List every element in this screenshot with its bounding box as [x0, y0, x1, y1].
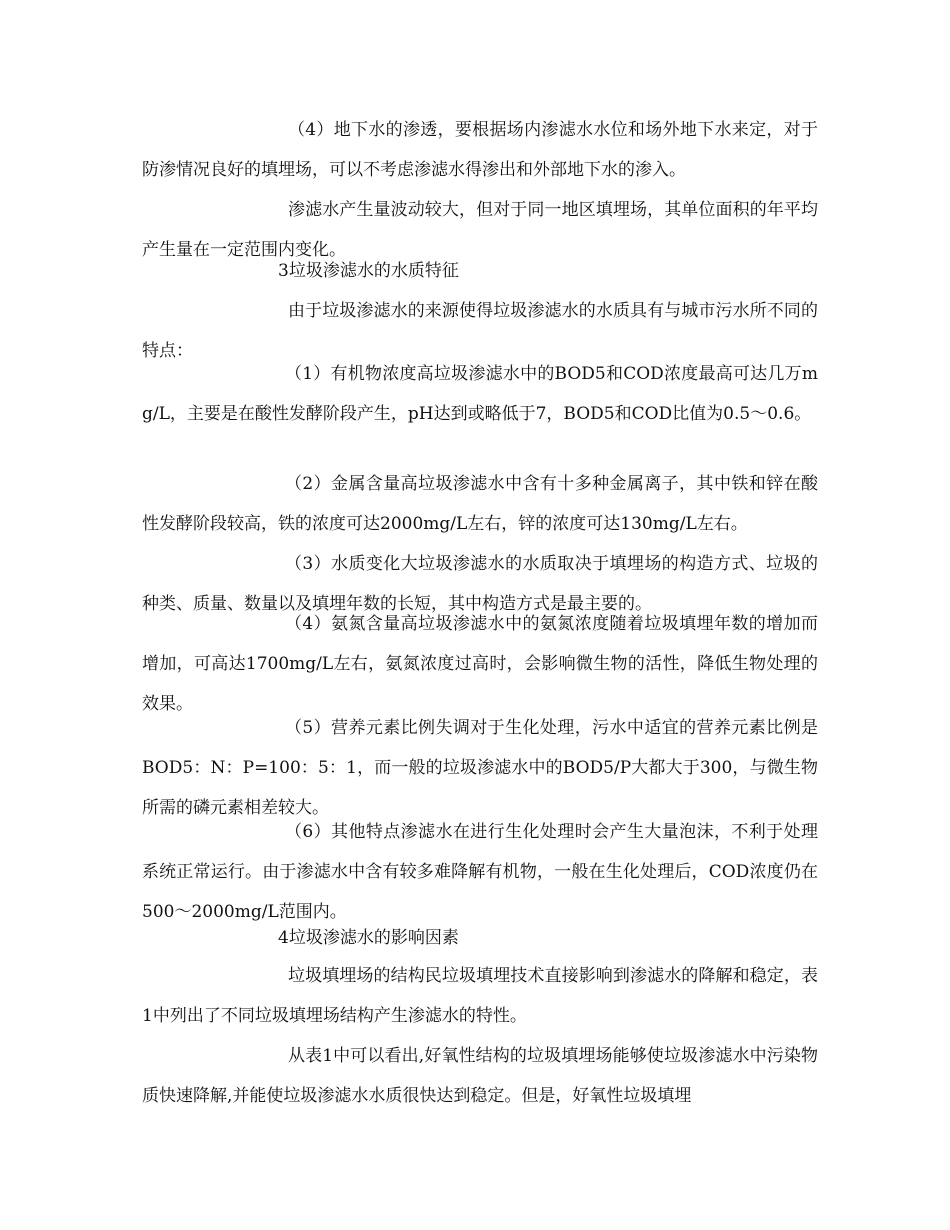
paragraph-nutrient-ratio: （5）营养元素比例失调对于生化处理，污水中适宜的营养元素比例是BOD5：N：P=100：5：1，而一般的垃圾渗滤水中的BOD5/P大都大于300，与微生物所需的磷元素相差较大。	[142, 718, 818, 818]
paragraph-ammonia-content: （4）氨氮含量高垃圾渗滤水中的氨氮浓度随着垃圾填埋年数的增加而增加，可高达1700mg/L左右，氨氮浓度过高时，会影响微生物的活性，降低生物处理的效果。	[142, 614, 818, 714]
paragraph-other-features: （6）其他特点渗滤水在进行生化处理时会产生大量泡沫，不利于处理系统正常运行。由于渗滤水中含有较多难降解有机物，一般在生化处理后，COD浓度仍在500～2000mg/L范围内。	[142, 822, 818, 922]
paragraph-quality-intro: 由于垃圾渗滤水的来源使得垃圾渗滤水的水质具有与城市污水所不同的特点：	[142, 301, 818, 361]
paragraph-quality-variation: （3）水质变化大垃圾渗滤水的水质取决于填埋场的构造方式、垃圾的种类、质量、数量以及填埋年数的长短，其中构造方式是最主要的。	[142, 554, 818, 614]
paragraph-leachate-volume: 渗滤水产生量波动较大，但对于同一地区填埋场，其单位面积的年平均产生量在一定范围内变化。	[142, 200, 818, 260]
paragraph-aerobic-structure: 从表1中可以看出,好氧性结构的垃圾填埋场能够使垃圾渗滤水中污染物质快速降解,并能使垃圾渗滤水水质很快达到稳定。但是，好氧性垃圾填埋	[142, 1046, 818, 1106]
paragraph-landfill-structure: 垃圾填埋场的结构民垃圾填埋技术直接影响到渗滤水的降解和稳定，表1中列出了不同垃圾填埋场结构产生渗滤水的特性。	[142, 966, 818, 1026]
paragraph-metal-content: （2）金属含量高垃圾渗滤水中含有十多种金属离子，其中铁和锌在酸性发酵阶段较高，铁的浓度可达2000mg/L左右，锌的浓度可达130mg/L左右。	[142, 474, 818, 534]
section-heading-influence-factors: 4垃圾渗滤水的影响因素	[278, 928, 459, 948]
paragraph-groundwater-seepage: （4）地下水的渗透，要根据场内渗滤水水位和场外地下水来定，对于防渗情况良好的填埋场，可以不考虑渗滤水得渗出和外部地下水的渗入。	[142, 120, 818, 180]
paragraph-organic-concentration: （1）有机物浓度高垃圾渗滤水中的BOD5和COD浓度最高可达几万mg/L，主要是在酸性发酵阶段产生，pH达到或略低于7，BOD5和COD比值为0.5～0.6。	[142, 364, 818, 424]
section-heading-water-quality: 3垃圾渗滤水的水质特征	[278, 261, 459, 281]
